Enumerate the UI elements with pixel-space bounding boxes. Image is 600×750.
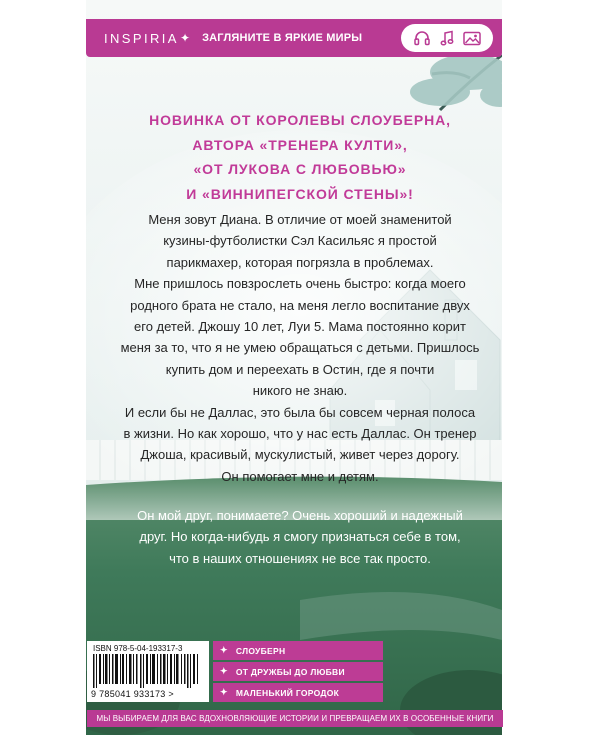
headline-line: «ОТ ЛУКОВА С ЛЮБОВЬЮ» <box>193 161 407 177</box>
blurb-line: кузины-футболистки Сэл Касильяс я простой <box>163 233 437 249</box>
headline-line: И «ВИННИПЕГСКОЙ СТЕНЫ»! <box>186 185 414 202</box>
genre-tag <box>213 641 383 660</box>
media-icons-pill <box>401 24 493 52</box>
headline-line: АВТОРА «ТРЕНЕРА КУЛТИ», <box>192 136 408 153</box>
teaser-line: что в наших отношениях не все так просто. <box>169 550 431 566</box>
sparkle-icon: ✦ <box>220 666 228 676</box>
blurb-line: купить дом и переехать в Остин, где я почти <box>165 361 435 377</box>
headline <box>60 108 540 206</box>
genre-tags <box>213 641 383 704</box>
headphones-icon <box>413 30 431 46</box>
blurb-line: в жизни. Но как хорошо, что у нас есть Даллас. Он тренер <box>123 426 477 442</box>
blurb-line: никого не знаю. <box>252 383 348 399</box>
banner-tagline: ЗАГЛЯНИТЕ В ЯРКИЕ МИРЫ <box>202 32 363 44</box>
top-banner <box>86 19 502 57</box>
genre-tag <box>213 683 383 702</box>
brand-logo: INSPIRIA <box>104 30 179 46</box>
sparkle-icon: ✦ <box>180 31 191 45</box>
blurb-line: меня за то, что я не умею обращаться с детьми. Пришлось <box>120 340 480 356</box>
publisher-slogan: МЫ ВЫБИРАЕМ ДЛЯ ВАС ВДОХНОВЛЯЮЩИЕ ИСТОРИИ И ПРЕВРАЩАЕМ ИХ В ОСОБЕННЫЕ КНИГИ <box>87 710 503 727</box>
barcode-block <box>87 641 209 702</box>
blurb-line: Джоша, красивый, мускулистый, живет через дорогу. <box>140 447 460 463</box>
music-note-icon <box>440 30 454 46</box>
barcode-digits: 9 785041 933173 > <box>91 689 174 699</box>
sparkle-icon: ✦ <box>220 687 228 697</box>
blurb-line: Меня зовут Диана. В отличие от моей знаменитой <box>148 212 452 227</box>
blurb-line: И если бы не Даллас, это была бы совсем черная полоса <box>124 404 476 420</box>
blurb-line: парикмахер, которая погрязла в проблемах. <box>166 254 434 270</box>
genre-tag <box>213 662 383 681</box>
teaser-line: друг. Но когда-нибудь я смогу признаться себе в том, <box>139 529 461 545</box>
image-icon <box>463 31 481 46</box>
teaser-line: Он мой друг, понимаете? Очень хороший и надежный <box>137 508 463 523</box>
genre-tag-label: МАЛЕНЬКИЙ ГОРОДОК <box>235 687 340 698</box>
genre-tag-label: СЛОУБЕРН <box>235 645 286 656</box>
blurb-line: родного брата не стало, на меня легло воспитание двух <box>130 297 470 313</box>
headline-line: НОВИНКА ОТ КОРОЛЕВЫ СЛОУБЕРНА, <box>149 112 451 128</box>
blurb-line: Он помогает мне и детям. <box>221 468 379 484</box>
blurb-line: Мне пришлось повзрослеть очень быстро: когда моего <box>134 276 466 292</box>
genre-tag-label: ОТ ДРУЖБЫ ДО ЛЮБВИ <box>235 666 345 677</box>
barcode-image <box>93 654 201 688</box>
blurb-text <box>40 209 560 487</box>
isbn-label: ISBN 978-5-04-193317-3 <box>93 644 183 653</box>
teaser-text <box>40 505 560 569</box>
sparkle-icon: ✦ <box>220 645 228 655</box>
blurb-line: его детей. Джошу 10 лет, Луи 5. Мама постоянно корит <box>134 319 466 335</box>
